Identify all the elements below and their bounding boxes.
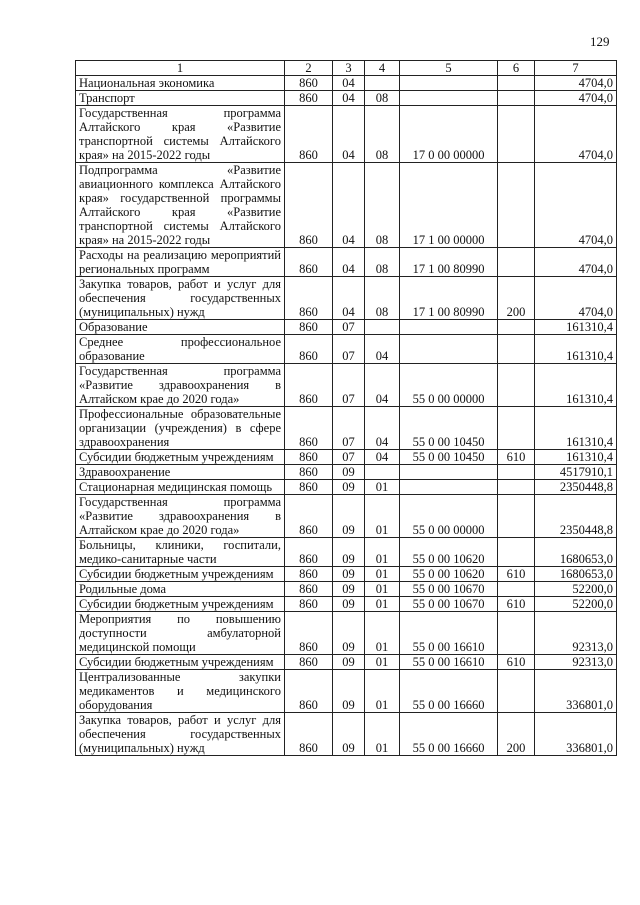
row-name-cell: Транспорт <box>76 91 285 106</box>
page-number: 129 <box>590 34 610 49</box>
target-article-cell: 55 0 00 10620 <box>400 538 498 567</box>
expense-type-cell: 200 <box>498 277 535 320</box>
section-code-cell: 09 <box>333 655 365 670</box>
row-name-cell: Здравоохранение <box>76 465 285 480</box>
table-row <box>76 335 617 364</box>
expense-type-cell <box>498 670 535 713</box>
section-code-cell: 09 <box>333 670 365 713</box>
ministry-code-cell: 860 <box>285 567 333 582</box>
amount-cell: 4704,0 <box>535 106 617 163</box>
column-header: 2 <box>285 61 333 76</box>
ministry-code-cell: 860 <box>285 450 333 465</box>
ministry-code-cell: 860 <box>285 612 333 655</box>
column-header: 4 <box>365 61 400 76</box>
section-code-cell: 04 <box>333 163 365 248</box>
table-row <box>76 277 617 320</box>
subsection-code-cell: 01 <box>365 597 400 612</box>
subsection-code-cell <box>365 465 400 480</box>
table-row <box>76 495 617 538</box>
amount-cell: 2350448,8 <box>535 480 617 495</box>
expense-type-cell: 610 <box>498 450 535 465</box>
table-row <box>76 465 617 480</box>
amount-cell: 161310,4 <box>535 450 617 465</box>
table-row <box>76 364 617 407</box>
section-code-cell: 07 <box>333 407 365 450</box>
target-article-cell: 17 0 00 00000 <box>400 106 498 163</box>
subsection-code-cell <box>365 76 400 91</box>
table-row <box>76 91 617 106</box>
expense-type-cell <box>498 320 535 335</box>
subsection-code-cell: 01 <box>365 670 400 713</box>
ministry-code-cell: 860 <box>285 538 333 567</box>
expense-type-cell <box>498 407 535 450</box>
column-header: 6 <box>498 61 535 76</box>
section-code-cell: 04 <box>333 277 365 320</box>
expense-type-cell: 610 <box>498 655 535 670</box>
subsection-code-cell: 08 <box>365 277 400 320</box>
amount-cell: 161310,4 <box>535 335 617 364</box>
amount-cell: 1680653,0 <box>535 538 617 567</box>
expense-type-cell <box>498 335 535 364</box>
expense-type-cell <box>498 495 535 538</box>
section-code-cell: 07 <box>333 364 365 407</box>
target-article-cell <box>400 76 498 91</box>
subsection-code-cell: 08 <box>365 106 400 163</box>
expense-type-cell: 200 <box>498 713 535 756</box>
table-row <box>76 106 617 163</box>
table-row <box>76 320 617 335</box>
subsection-code-cell: 04 <box>365 364 400 407</box>
section-code-cell: 04 <box>333 91 365 106</box>
column-header: 5 <box>400 61 498 76</box>
expense-type-cell <box>498 538 535 567</box>
target-article-cell: 55 0 00 10450 <box>400 450 498 465</box>
subsection-code-cell: 08 <box>365 163 400 248</box>
section-code-cell: 09 <box>333 612 365 655</box>
amount-cell: 161310,4 <box>535 407 617 450</box>
amount-cell: 2350448,8 <box>535 495 617 538</box>
amount-cell: 4517910,1 <box>535 465 617 480</box>
row-name-cell: Субсидии бюджетным учреждениям <box>76 655 285 670</box>
amount-cell: 4704,0 <box>535 248 617 277</box>
amount-cell: 336801,0 <box>535 670 617 713</box>
amount-cell: 4704,0 <box>535 91 617 106</box>
ministry-code-cell: 860 <box>285 597 333 612</box>
section-code-cell: 07 <box>333 320 365 335</box>
table-row <box>76 713 617 756</box>
target-article-cell: 55 0 00 16610 <box>400 612 498 655</box>
target-article-cell: 55 0 00 10670 <box>400 582 498 597</box>
subsection-code-cell: 01 <box>365 655 400 670</box>
table-row <box>76 670 617 713</box>
table-row <box>76 248 617 277</box>
row-name-cell: Закупка товаров, работ и услуг для обеспечения государственных (муниципальных) нужд <box>76 277 285 320</box>
section-code-cell: 09 <box>333 713 365 756</box>
target-article-cell <box>400 91 498 106</box>
target-article-cell <box>400 335 498 364</box>
section-code-cell: 07 <box>333 335 365 364</box>
subsection-code-cell: 01 <box>365 567 400 582</box>
ministry-code-cell: 860 <box>285 495 333 538</box>
amount-cell: 4704,0 <box>535 163 617 248</box>
row-name-cell: Родильные дома <box>76 582 285 597</box>
subsection-code-cell: 04 <box>365 450 400 465</box>
target-article-cell: 55 0 00 16660 <box>400 713 498 756</box>
row-name-cell: Образование <box>76 320 285 335</box>
section-code-cell: 04 <box>333 106 365 163</box>
target-article-cell: 17 1 00 80990 <box>400 248 498 277</box>
ministry-code-cell: 860 <box>285 713 333 756</box>
table-row <box>76 76 617 91</box>
expense-type-cell <box>498 163 535 248</box>
budget-table <box>75 60 617 756</box>
amount-cell: 92313,0 <box>535 655 617 670</box>
row-name-cell: Больницы, клиники, госпитали, медико-санитарные части <box>76 538 285 567</box>
subsection-code-cell: 01 <box>365 480 400 495</box>
expense-type-cell <box>498 480 535 495</box>
section-code-cell: 09 <box>333 597 365 612</box>
section-code-cell: 09 <box>333 480 365 495</box>
target-article-cell: 55 0 00 00000 <box>400 364 498 407</box>
table-row <box>76 612 617 655</box>
row-name-cell: Национальная экономика <box>76 76 285 91</box>
column-header: 1 <box>76 61 285 76</box>
amount-cell: 336801,0 <box>535 713 617 756</box>
amount-cell: 1680653,0 <box>535 567 617 582</box>
table-row <box>76 567 617 582</box>
amount-cell: 92313,0 <box>535 612 617 655</box>
expense-type-cell <box>498 612 535 655</box>
ministry-code-cell: 860 <box>285 335 333 364</box>
target-article-cell: 17 1 00 80990 <box>400 277 498 320</box>
target-article-cell <box>400 480 498 495</box>
row-name-cell: Профессиональные образовательные организации (учреждения) в сфере здравоохранения <box>76 407 285 450</box>
table-row <box>76 597 617 612</box>
expense-type-cell <box>498 248 535 277</box>
section-code-cell: 07 <box>333 450 365 465</box>
expense-type-cell <box>498 465 535 480</box>
amount-cell: 161310,4 <box>535 364 617 407</box>
ministry-code-cell: 860 <box>285 480 333 495</box>
row-name-cell: Государственная программа «Развитие здравоохранения в Алтайском крае до 2020 года» <box>76 495 285 538</box>
ministry-code-cell: 860 <box>285 670 333 713</box>
expense-type-cell <box>498 91 535 106</box>
target-article-cell <box>400 465 498 480</box>
table-row <box>76 538 617 567</box>
target-article-cell: 55 0 00 10450 <box>400 407 498 450</box>
ministry-code-cell: 860 <box>285 248 333 277</box>
ministry-code-cell: 860 <box>285 320 333 335</box>
subsection-code-cell: 01 <box>365 582 400 597</box>
subsection-code-cell: 01 <box>365 713 400 756</box>
table-row <box>76 480 617 495</box>
expense-type-cell <box>498 364 535 407</box>
ministry-code-cell: 860 <box>285 655 333 670</box>
column-header: 7 <box>535 61 617 76</box>
row-name-cell: Стационарная медицинская помощь <box>76 480 285 495</box>
section-code-cell: 09 <box>333 465 365 480</box>
subsection-code-cell: 01 <box>365 612 400 655</box>
ministry-code-cell: 860 <box>285 76 333 91</box>
section-code-cell: 09 <box>333 538 365 567</box>
subsection-code-cell <box>365 320 400 335</box>
target-article-cell: 55 0 00 00000 <box>400 495 498 538</box>
amount-cell: 161310,4 <box>535 320 617 335</box>
section-code-cell: 04 <box>333 248 365 277</box>
table-header-row <box>76 61 617 76</box>
section-code-cell: 09 <box>333 582 365 597</box>
ministry-code-cell: 860 <box>285 364 333 407</box>
ministry-code-cell: 860 <box>285 106 333 163</box>
row-name-cell: Среднее профессиональное образование <box>76 335 285 364</box>
row-name-cell: Субсидии бюджетным учреждениям <box>76 567 285 582</box>
row-name-cell: Централизованные закупки медикаментов и медицинского оборудования <box>76 670 285 713</box>
target-article-cell <box>400 320 498 335</box>
amount-cell: 52200,0 <box>535 582 617 597</box>
ministry-code-cell: 860 <box>285 465 333 480</box>
table-row <box>76 450 617 465</box>
row-name-cell: Субсидии бюджетным учреждениям <box>76 597 285 612</box>
ministry-code-cell: 860 <box>285 277 333 320</box>
subsection-code-cell: 08 <box>365 91 400 106</box>
target-article-cell: 55 0 00 16660 <box>400 670 498 713</box>
target-article-cell: 55 0 00 16610 <box>400 655 498 670</box>
row-name-cell: Мероприятия по повышению доступности амбулаторной медицинской помощи <box>76 612 285 655</box>
row-name-cell: Закупка товаров, работ и услуг для обеспечения государственных (муниципальных) нужд <box>76 713 285 756</box>
ministry-code-cell: 860 <box>285 582 333 597</box>
target-article-cell: 17 1 00 00000 <box>400 163 498 248</box>
row-name-cell: Государственная программа «Развитие здравоохранения в Алтайском крае до 2020 года» <box>76 364 285 407</box>
ministry-code-cell: 860 <box>285 91 333 106</box>
amount-cell: 52200,0 <box>535 597 617 612</box>
expense-type-cell <box>498 106 535 163</box>
expense-type-cell: 610 <box>498 567 535 582</box>
section-code-cell: 09 <box>333 567 365 582</box>
target-article-cell: 55 0 00 10620 <box>400 567 498 582</box>
section-code-cell: 04 <box>333 76 365 91</box>
expense-type-cell: 610 <box>498 597 535 612</box>
expense-type-cell <box>498 76 535 91</box>
table-row <box>76 407 617 450</box>
amount-cell: 4704,0 <box>535 277 617 320</box>
ministry-code-cell: 860 <box>285 163 333 248</box>
table-row <box>76 655 617 670</box>
table-row <box>76 163 617 248</box>
subsection-code-cell: 08 <box>365 248 400 277</box>
row-name-cell: Государственная программа Алтайского края «Развитие транспортной системы Алтайского края» на 2015-2022 годы <box>76 106 285 163</box>
subsection-code-cell: 01 <box>365 495 400 538</box>
amount-cell: 4704,0 <box>535 76 617 91</box>
row-name-cell: Подпрограмма «Развитие авиационного комплекса Алтайского края» государственной программы Алтайского края «Развитие транспортной системы Алтайского края» на 2015-2022 годы <box>76 163 285 248</box>
row-name-cell: Субсидии бюджетным учреждениям <box>76 450 285 465</box>
table-row <box>76 582 617 597</box>
column-header: 3 <box>333 61 365 76</box>
subsection-code-cell: 04 <box>365 407 400 450</box>
subsection-code-cell: 01 <box>365 538 400 567</box>
subsection-code-cell: 04 <box>365 335 400 364</box>
section-code-cell: 09 <box>333 495 365 538</box>
target-article-cell: 55 0 00 10670 <box>400 597 498 612</box>
expense-type-cell <box>498 582 535 597</box>
row-name-cell: Расходы на реализацию мероприятий региональных программ <box>76 248 285 277</box>
ministry-code-cell: 860 <box>285 407 333 450</box>
